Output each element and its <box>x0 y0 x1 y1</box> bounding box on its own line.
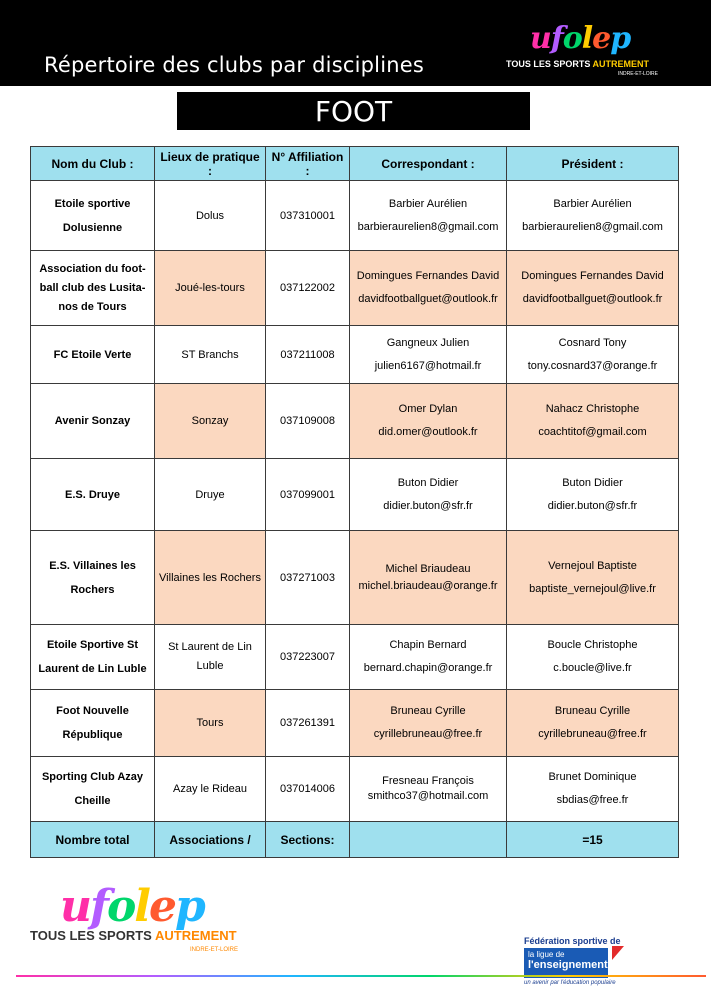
logo-region: INDRE-ET-LOIRE <box>618 71 659 77</box>
president-name: Barbier Aurélien <box>553 197 632 210</box>
logo-tagline: TOUS LES SPORTS AUTREMENT <box>30 928 237 943</box>
col-header-affiliation: N° Affiliation : <box>266 147 350 181</box>
correspondent-cell <box>350 690 507 757</box>
correspondent-name: Chapin Bernard <box>389 639 467 651</box>
president-name: Nahacz Christophe <box>545 403 640 415</box>
total-count: =15 <box>507 822 679 858</box>
club-place: ST Branchs <box>155 326 266 384</box>
president-name: Cosnard Tony <box>558 336 627 349</box>
club-affiliation: 037211008 <box>266 326 350 384</box>
correspondent-cell <box>350 181 507 251</box>
logo-tagline: TOUS LES SPORTS AUTREMENT <box>506 59 650 69</box>
table-row <box>31 326 679 384</box>
president-cell <box>507 690 679 757</box>
president-cell <box>507 625 679 690</box>
total-associations: Associations / <box>155 822 266 858</box>
correspondent-email[interactable]: julien6167@hotmail.fr <box>374 359 482 372</box>
table-row <box>31 531 679 625</box>
club-name: E.S. Villaines les Rochers <box>31 531 155 625</box>
footer-divider <box>16 975 706 977</box>
ufolep-logo-top <box>506 22 686 80</box>
correspondent-name: Buton Didier <box>397 476 459 489</box>
president-cell <box>507 384 679 459</box>
club-affiliation: 037014006 <box>266 757 350 822</box>
president-cell <box>507 326 679 384</box>
correspondent-email[interactable]: michel.briaudeau@orange.fr <box>358 579 498 592</box>
total-row <box>31 822 679 858</box>
discipline-banner: FOOT <box>177 92 530 130</box>
col-header-place: Lieux de pratique : <box>155 147 266 181</box>
ligue-line1: la ligue de <box>528 950 565 959</box>
club-place: Joué-les-tours <box>155 251 266 326</box>
club-place: St Laurent de Lin Luble <box>155 625 266 690</box>
president-email[interactable]: davidfootballguet@outlook.fr <box>522 293 663 305</box>
total-empty <box>350 822 507 858</box>
ligue-logo-box <box>524 948 608 978</box>
club-name: Association du foot-ball club des Lusita-nos de Tours <box>31 251 155 326</box>
correspondent-cell <box>350 757 507 822</box>
club-name: Foot Nouvelle République <box>31 690 155 757</box>
federation-title: Fédération sportive de <box>524 936 621 946</box>
president-name: Bruneau Cyrille <box>554 705 631 717</box>
president-name: Boucle Christophe <box>547 639 638 651</box>
correspondent-cell <box>350 326 507 384</box>
ufolep-logo-bottom <box>30 882 270 962</box>
table-row <box>31 181 679 251</box>
club-affiliation: 037271003 <box>266 531 350 625</box>
president-cell <box>507 757 679 822</box>
president-name: Vernejoul Baptiste <box>548 559 637 572</box>
total-sections: Sections: <box>266 822 350 858</box>
president-email[interactable]: sbdias@free.fr <box>556 794 629 806</box>
club-affiliation: 037109008 <box>266 384 350 459</box>
president-cell <box>507 531 679 625</box>
club-name: Sporting Club Azay Cheille <box>31 757 155 822</box>
club-place: Druye <box>155 459 266 531</box>
club-place: Sonzay <box>155 384 266 459</box>
correspondent-name: Fresneau François <box>382 775 474 787</box>
col-header-correspondent: Correspondant : <box>350 147 507 181</box>
president-name: Brunet Dominique <box>548 771 637 783</box>
correspondent-email[interactable]: davidfootballguet@outlook.fr <box>358 293 498 305</box>
club-name: Etoile Sportive St Laurent de Lin Luble <box>31 625 155 690</box>
president-cell <box>507 251 679 326</box>
correspondent-name: Gangneux Julien <box>386 336 470 349</box>
table-row <box>31 384 679 459</box>
club-place: Villaines les Rochers <box>155 531 266 625</box>
club-affiliation: 037261391 <box>266 690 350 757</box>
president-email[interactable]: cyrillebruneau@free.fr <box>538 728 647 740</box>
ufolep-wordmark: ufolep <box>60 881 204 932</box>
club-affiliation: 037310001 <box>266 181 350 251</box>
correspondent-cell <box>350 384 507 459</box>
correspondent-name: Barbier Aurélien <box>388 197 468 210</box>
correspondent-cell <box>350 625 507 690</box>
club-place: Dolus <box>155 181 266 251</box>
col-header-club: Nom du Club : <box>31 147 155 181</box>
correspondent-name: Domingues Fernandes David <box>356 270 500 282</box>
clubs-table <box>30 146 679 858</box>
table-row <box>31 251 679 326</box>
club-place: Tours <box>155 690 266 757</box>
correspondent-name: Omer Dylan <box>398 403 458 415</box>
correspondent-cell <box>350 459 507 531</box>
correspondent-email[interactable]: smithco37@hotmail.com <box>367 790 489 802</box>
president-name: Domingues Fernandes David <box>521 270 664 282</box>
ufolep-wordmark: ufolep <box>530 21 631 56</box>
president-email[interactable]: tony.cosnard37@orange.fr <box>527 359 658 372</box>
table-row <box>31 625 679 690</box>
club-affiliation: 037099001 <box>266 459 350 531</box>
president-cell <box>507 459 679 531</box>
correspondent-cell <box>350 531 507 625</box>
president-email[interactable]: barbieraurelien8@gmail.com <box>522 220 663 233</box>
club-place: Azay le Rideau <box>155 757 266 822</box>
club-affiliation: 037223007 <box>266 625 350 690</box>
club-name: Avenir Sonzay <box>31 384 155 459</box>
table-row <box>31 757 679 822</box>
president-name: Buton Didier <box>562 476 623 489</box>
president-email[interactable]: baptiste_vernejoul@live.fr <box>529 582 656 595</box>
correspondent-email[interactable]: didier.buton@sfr.fr <box>383 499 473 512</box>
table-row <box>31 690 679 757</box>
president-email[interactable]: coachtitof@gmail.com <box>538 426 647 438</box>
correspondent-cell <box>350 251 507 326</box>
correspondent-name: Bruneau Cyrille <box>390 705 466 717</box>
table-header-row <box>31 147 679 181</box>
logo-region: INDRE-ET-LOIRE <box>190 947 239 953</box>
ligue-line2: l'enseignement <box>528 959 608 971</box>
club-name: Etoile sportive Dolusienne <box>31 181 155 251</box>
correspondent-email[interactable]: bernard.chapin@orange.fr <box>363 662 493 674</box>
president-cell <box>507 181 679 251</box>
correspondent-email[interactable]: barbieraurelien8@gmail.com <box>357 220 499 233</box>
president-email[interactable]: didier.buton@sfr.fr <box>547 499 638 512</box>
federation-logo <box>522 936 642 994</box>
col-header-president: Président : <box>507 147 679 181</box>
correspondent-email[interactable]: did.omer@outlook.fr <box>378 426 478 438</box>
table-row <box>31 459 679 531</box>
total-label: Nombre total <box>31 822 155 858</box>
club-name: FC Etoile Verte <box>31 326 155 384</box>
document-title: Répertoire des clubs par disciplines <box>44 53 425 77</box>
club-name: E.S. Druye <box>31 459 155 531</box>
flag-icon <box>612 946 624 960</box>
correspondent-email[interactable]: cyrillebruneau@free.fr <box>373 728 483 740</box>
correspondent-name: Michel Briaudeau <box>385 562 471 575</box>
federation-tagline: un avenir par l'éducation populaire <box>524 980 616 986</box>
president-email[interactable]: c.boucle@live.fr <box>553 662 632 674</box>
club-affiliation: 037122002 <box>266 251 350 326</box>
